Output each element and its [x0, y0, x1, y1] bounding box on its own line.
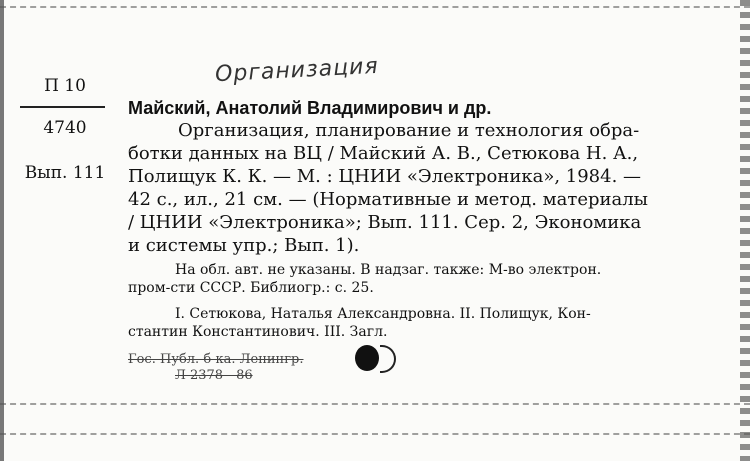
- body-line-4: 42 с., ил., 21 см. — (Нормативные и метод. материалы: [128, 189, 648, 210]
- body-line-3: Полищук К. К. — М. : ЦНИИ «Электроника», 1984. —: [128, 166, 642, 187]
- ink-blot: [355, 345, 379, 371]
- handwritten-note: Организация: [214, 53, 380, 88]
- note-line-2: пром-сти СССР. Библиогр.: с. 25.: [128, 280, 374, 296]
- call-number-issue: Вып. 111: [24, 163, 106, 183]
- body-line-2: ботки данных на ВЦ / Майский А. В., Сетюкова Н. А.,: [128, 143, 639, 164]
- note-line-1: На обл. авт. не указаны. В надзаг. также: М-во электрон.: [175, 262, 602, 278]
- tracing-line-2: стантин Константинович. III. Загл.: [128, 324, 388, 340]
- body-line-6: и системы упр.; Вып. 1).: [128, 235, 360, 256]
- stamp-line-1: Гос. Публ. б-ка. Ленингр.: [128, 352, 304, 367]
- call-number-rule: [20, 106, 105, 108]
- bottom-dashed-border: [0, 403, 750, 405]
- stamp-line-2: Л 2378—86: [175, 368, 253, 383]
- body-line-1: Организация, планирование и технология обра-: [178, 120, 640, 141]
- card-left-edge: [0, 0, 4, 461]
- record-heading: Майский, Анатолий Владимирович и др.: [128, 98, 492, 118]
- tracing-line-1: I. Сетюкова, Наталья Александровна. II. Полищук, Кон-: [175, 306, 591, 322]
- card-right-edge: [740, 0, 750, 461]
- top-dashed-border: [0, 6, 750, 8]
- call-number-inventory: 4740: [43, 118, 87, 138]
- call-number-class: П 10: [44, 76, 86, 96]
- body-line-5: / ЦНИИ «Электроника»; Вып. 111. Сер. 2, Экономика: [128, 212, 642, 233]
- bottom-dashed-border-2: [0, 433, 750, 435]
- ink-blot-arc: [380, 345, 396, 373]
